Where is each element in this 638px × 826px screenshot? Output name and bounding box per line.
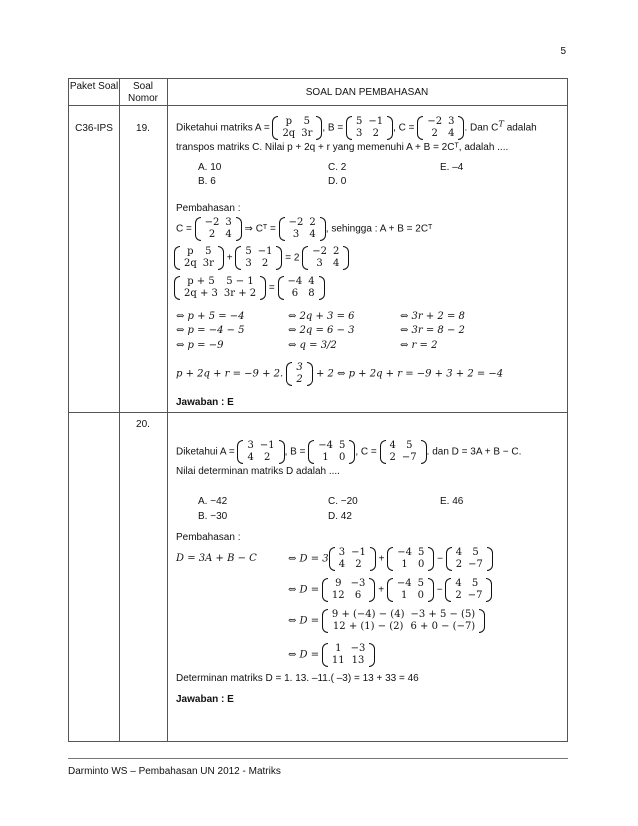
matrix-a — [272, 116, 322, 140]
matrix-cell: 2 — [389, 452, 396, 463]
eq-q-2: ⇔ 2q = 6 − 3 — [288, 325, 355, 336]
eq-q-1: ⇔ 2q + 3 = 6 — [288, 311, 355, 322]
matrix-cell: 0 — [417, 559, 425, 570]
matrix-cell: p + 5 — [187, 276, 215, 287]
matrix-cell: 3 — [338, 547, 346, 558]
matrix-cell: 2q + 3 — [184, 288, 218, 299]
matrix-b — [308, 440, 355, 464]
plus-sign: + — [378, 553, 385, 565]
matrix-cell: 5 — [356, 116, 363, 127]
matrix-cell: 13 — [351, 655, 365, 666]
header-soal-nomor: Soal Nomor — [127, 81, 158, 104]
matrix-cell: 2 — [264, 452, 271, 463]
matrix-b — [235, 246, 282, 270]
matrix-cell: 2 — [372, 128, 379, 139]
q20-line1 — [176, 440, 521, 464]
matrix-c — [195, 217, 242, 241]
q19-text: , sehingga : A + B = 2Cᵀ — [325, 223, 433, 235]
matrix-cell: −3 — [350, 578, 366, 589]
col-divider — [119, 79, 120, 741]
matrix-c-transpose — [279, 217, 326, 241]
q20-step3 — [288, 609, 485, 633]
matrix-cell: 2 — [455, 590, 462, 601]
matrix-cell: −3 + 5 − (5) — [410, 609, 476, 620]
minus-sign: − — [436, 584, 443, 596]
minus-sign: − — [437, 553, 443, 565]
q20-determinant: Determinan matriks D = 1. 13. –11.( –3) = 13 + 33 = 46 — [176, 673, 419, 684]
matrix-d — [322, 643, 375, 667]
matrix-c — [445, 578, 492, 602]
equals-sign: = 2 — [285, 252, 300, 264]
matrix-cell: 0 — [417, 590, 424, 601]
q20-text: , C = — [355, 446, 377, 458]
question-number-20: 20. — [136, 419, 150, 430]
matrix-cell: 3 — [245, 258, 252, 269]
q19-step3 — [174, 276, 325, 300]
matrix-cell: 3 — [448, 116, 455, 127]
matrix-cell: 2 — [261, 258, 269, 269]
matrix-cell: −2 — [288, 217, 304, 228]
q19-option-b: B. 6 — [198, 176, 216, 187]
matrix-cell: 2 — [355, 559, 362, 570]
matrix-cell: 9 + (−4) − (4) — [331, 609, 405, 620]
matrix-cell: −1 — [259, 440, 275, 451]
matrix-cell: 3 — [292, 229, 300, 240]
matrix-cell: −1 — [368, 116, 384, 127]
q19-final — [176, 362, 503, 386]
matrix-cell: 4 — [455, 547, 463, 558]
q20-text: ⇔ D = — [288, 649, 320, 661]
matrix-cell: −7 — [401, 452, 417, 463]
q20-text: ⇔ D = — [288, 584, 320, 596]
header-soal-pembahasan: SOAL DAN PEMBAHASAN — [305, 87, 429, 98]
matrix-cell: 1 — [401, 559, 408, 570]
matrix-cell: p — [187, 246, 194, 257]
matrix-a — [329, 547, 376, 571]
matrix-cell: 2 — [296, 374, 303, 385]
matrix-cell: 3 — [247, 440, 254, 451]
matrix-cell: 2 — [208, 229, 216, 240]
q19-text: + 2 ⇔ p + 2q + r = −9 + 3 + 2 = −4 — [315, 368, 504, 380]
equals-sign: = — [268, 282, 275, 294]
matrix-sum — [322, 609, 485, 633]
matrix-cell: 3 — [316, 258, 323, 269]
q20-option-b: B. −30 — [198, 511, 228, 522]
q19-option-a: A. 10 — [198, 162, 222, 173]
q20-text: , B = — [284, 446, 306, 458]
q19-text: , B = — [322, 122, 344, 134]
matrix-cell: 5 — [303, 116, 310, 127]
eq-p-3: ⇔ p = −9 — [176, 340, 224, 351]
matrix-cell: −7 — [468, 559, 483, 570]
matrix-cell: 6 — [354, 590, 362, 601]
matrix-cell: 5 — [245, 246, 252, 257]
matrix-cell: 1 — [401, 590, 408, 601]
q19-text: adalah — [506, 122, 537, 134]
matrix-cell: −2 — [204, 217, 220, 228]
q20-option-e: E. 46 — [440, 496, 464, 507]
plus-sign: + — [378, 584, 385, 596]
matrix-b — [346, 116, 393, 140]
q19-answer: Jawaban : E — [176, 397, 234, 408]
matrix-result — [278, 276, 325, 300]
q20-line2: Nilai determinan matriks D adalah .... — [176, 466, 340, 477]
matrix-cell: 8 — [308, 288, 315, 299]
matrix-cell: 4 — [309, 229, 316, 240]
q20-pembahasan-label: Pembahasan : — [176, 532, 241, 543]
matrix-cell: −1 — [257, 246, 273, 257]
matrix-cell: p — [285, 116, 293, 127]
q20-text: ⇔ D = — [288, 615, 320, 627]
eq-q-3: ⇔ q = 3/2 — [288, 340, 337, 351]
matrix-cell: 4 — [448, 128, 455, 139]
matrix-cell: 5 — [472, 547, 479, 558]
q19-step2 — [174, 246, 349, 270]
matrix-cell: 2q — [282, 128, 296, 139]
matrix-3a — [322, 578, 375, 602]
eq-r-2: ⇔ 3r = 8 − 2 — [400, 325, 465, 336]
q20-option-c: C. −20 — [328, 496, 358, 507]
q19-step1 — [176, 217, 432, 241]
footer-text: Darminto WS – Pembahasan UN 2012 - Matriks — [68, 766, 281, 777]
matrix-cell: 2 — [431, 128, 438, 139]
q20-option-d: D. 42 — [328, 511, 352, 522]
matrix-cell: 12 — [331, 590, 345, 601]
matrix-sum — [174, 276, 266, 300]
matrix-cell: 2 — [455, 559, 463, 570]
q20-step1 — [288, 547, 493, 571]
matrix-cell: 2 — [309, 217, 316, 228]
matrix-cell: −1 — [351, 547, 366, 558]
matrix-cell: 3r — [301, 128, 313, 139]
page-number: 5 — [560, 46, 566, 57]
q19-line2: transpos matriks C. Nilai p + 2q + r yang memenuhi A + B = 2Cᵀ, adalah .... — [176, 142, 509, 153]
matrix-cell: −4 — [396, 578, 412, 589]
matrix-cell: 4 — [338, 559, 346, 570]
matrix-cell: 5 — [205, 246, 212, 257]
q20-d-definition: D = 3A + B − C — [176, 553, 257, 564]
matrix-cell: 9 — [335, 578, 342, 589]
matrix-cell: 3 — [296, 362, 303, 373]
matrix-cell: 6 — [291, 288, 299, 299]
q19-option-c: C. 2 — [328, 162, 347, 173]
matrix-a — [174, 246, 224, 270]
matrix-cell: 1 — [335, 643, 342, 654]
q19-line1: Diketahui matriks A = p 5 2q 3r , B = 5 −1 3 2 , C = −2 3 2 4 . Dan $C^T$ adalah — [176, 116, 537, 139]
q19-text: . Dan C — [464, 122, 499, 134]
q19-text: ⇒ Cᵀ = — [244, 223, 276, 235]
eq-r-1: ⇔ 3r + 2 = 8 — [400, 311, 465, 322]
matrix-cell: 0 — [338, 452, 346, 463]
row-divider — [69, 412, 567, 413]
matrix-cell: −4 — [318, 440, 333, 451]
question-number-19: 19. — [136, 123, 150, 134]
matrix-cell: −2 — [312, 246, 327, 257]
header-paket-soal: Paket Soal — [69, 81, 119, 92]
matrix-a — [237, 440, 284, 464]
matrix-cell: −4 — [397, 547, 412, 558]
q19-text: Diketahui matriks A = — [176, 122, 270, 134]
q20-text: . dan D = 3A + B − C. — [426, 446, 522, 458]
q20-step2 — [288, 578, 492, 602]
matrix-c — [380, 440, 427, 464]
matrix-cell: −7 — [467, 590, 483, 601]
matrix-cell: −4 — [287, 276, 303, 287]
matrix-cell: 4 — [225, 229, 232, 240]
matrix-cell: 2q — [184, 258, 197, 269]
q19-text: C = — [176, 223, 192, 235]
matrix-cell: −2 — [427, 116, 443, 127]
matrix-cell: 2 — [332, 246, 340, 257]
matrix-b — [387, 578, 434, 602]
q20-step4 — [288, 643, 375, 667]
col-divider — [167, 79, 168, 741]
matrix-cell: −3 — [350, 643, 366, 654]
matrix-cell: 5 — [417, 578, 424, 589]
matrix-cell: 4 — [247, 452, 254, 463]
matrix-c — [417, 116, 464, 140]
matrix-cell: 3 — [225, 217, 232, 228]
eq-p-2: ⇔ p = −4 − 5 — [176, 325, 245, 336]
matrix-cell: 11 — [331, 655, 345, 666]
paket-code: C36-IPS — [75, 123, 113, 134]
matrix-cell: 5 — [417, 547, 425, 558]
matrix-cell: 4 — [455, 578, 462, 589]
q19-pembahasan-label: Pembahasan : — [176, 203, 241, 214]
matrix-cell: 4 — [332, 258, 340, 269]
q20-option-a: A. −42 — [198, 496, 228, 507]
q19-option-e: E. –4 — [440, 162, 464, 173]
matrix-b — [387, 547, 434, 571]
matrix-cell: 4 — [389, 440, 396, 451]
eq-r-3: ⇔ r = 2 — [400, 340, 438, 351]
matrix-cell: 5 — [406, 440, 413, 451]
matrix-c — [446, 547, 493, 571]
plus-sign: + — [226, 252, 233, 264]
q20-text: Diketahui A = — [176, 446, 235, 458]
matrix-cell: 5 − 1 — [226, 276, 254, 287]
matrix-cell: 3r + 2 — [223, 288, 257, 299]
matrix-cell: 3r — [202, 258, 214, 269]
matrix-cell: 4 — [308, 276, 315, 287]
row-divider — [69, 105, 567, 106]
q19-text: , C = — [393, 122, 415, 134]
matrix-cell: 6 + 0 − (−7) — [410, 621, 476, 632]
matrix-cell: 1 — [322, 452, 329, 463]
q20-answer: Jawaban : E — [176, 694, 234, 705]
matrix-cell: 5 — [338, 440, 346, 451]
q20-text: ⇔ D = 3 — [288, 553, 329, 565]
matrix-cell: 12 + (1) − (2) — [332, 621, 404, 632]
matrix-fraction — [286, 362, 312, 386]
matrix-cell: 5 — [471, 578, 479, 589]
eq-p-1: ⇔ p + 5 = −4 — [176, 311, 245, 322]
q19-text: p + 2q + r = −9 + 2. — [176, 368, 284, 380]
matrix-cell: 3 — [356, 128, 363, 139]
footer-divider — [68, 758, 568, 759]
q19-option-d: D. 0 — [328, 176, 347, 187]
matrix-c-transpose — [302, 246, 349, 270]
